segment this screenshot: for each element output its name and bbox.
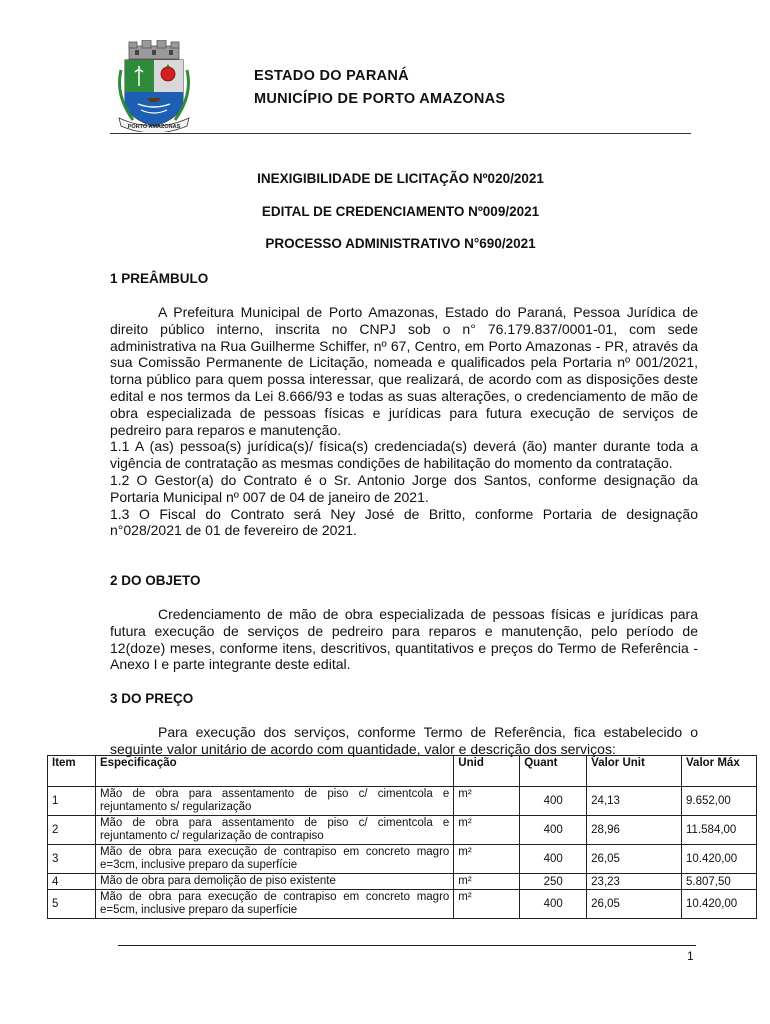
col-header-item: Item [48,756,96,787]
cell-unid: m² [454,890,520,919]
section-heading-preco: 3 DO PREÇO [110,691,194,706]
col-header-quant: Quant [520,756,587,787]
cell-valor-unit: 23,23 [587,874,682,890]
municipality-name: MUNICÍPIO DE PORTO AMAZONAS [254,91,506,107]
municipal-crest-logo [113,40,195,132]
shield-icon [125,60,183,126]
cell-item: 3 [48,845,96,874]
cell-item: 1 [48,787,96,816]
table-row [48,874,757,890]
cell-valor-unit: 28,96 [587,816,682,845]
crest-banner-text: PORTO AMAZONAS [127,124,181,130]
cell-unid: m² [454,816,520,845]
table-row [48,890,757,919]
table-header-row [48,756,757,787]
cell-especificacao: Mão de obra para execução de contrapiso em concreto magro e=5cm, inclusive preparo da superfície [95,890,453,919]
cell-especificacao: Mão de obra para demolição de piso existente [95,874,453,890]
preambulo-item-1-3: 1.3 O Fiscal do Contrato será Ney José de Britto, conforme Portaria de designação n°028/2021 de 01 de fevereiro de 2021. [110,505,698,539]
cell-valor-max: 9.652,00 [682,787,757,816]
cell-quant: 250 [520,874,587,890]
cell-item: 5 [48,890,96,919]
col-header-valor-max: Valor Máx [682,756,757,787]
cell-valor-max: 10.420,00 [682,890,757,919]
cell-item: 2 [48,816,96,845]
cell-especificacao: Mão de obra para assentamento de piso c/ cimentcola e rejuntamento s/ regularização [95,787,453,816]
cell-unid: m² [454,874,520,890]
state-name: ESTADO DO PARANÁ [254,68,409,84]
page-number: 1 [687,949,694,963]
doc-title-inexigibilidade: INEXIGIBILIDADE DE LICITAÇÃO Nº020/2021 [257,171,544,186]
cell-unid: m² [454,845,520,874]
col-header-unid: Unid [454,756,520,787]
cell-valor-unit: 26,05 [587,845,682,874]
cell-quant: 400 [520,787,587,816]
cell-especificacao: Mão de obra para execução de contrapiso em concreto magro e=3cm, inclusive preparo da superfície [95,845,453,874]
header-divider [110,133,691,134]
cell-valor-unit: 26,05 [587,890,682,919]
preambulo-item-1-1: 1.1 A (as) pessoa(s) jurídica(s)/ física(s) credenciada(s) deverá (ão) manter durante toda a vigência de contratação as mesmas condições de habilitação do momento da contratação. [110,438,698,472]
cell-valor-max: 11.584,00 [682,816,757,845]
cell-especificacao: Mão de obra para assentamento de piso c/ cimentcola e rejuntamento c/ regularização de contrapiso [95,816,453,845]
preambulo-item-1-2: 1.2 O Gestor(a) do Contrato é o Sr. Antonio Jorge dos Santos, conforme designação da Portaria Municipal nº 007 de 04 de janeiro de 2021. [110,471,698,505]
col-header-valor-unit: Valor Unit [587,756,682,787]
cell-valor-unit: 24,13 [587,787,682,816]
preco-text: Para execução dos serviços, conforme Termo de Referência, fica estabelecido o seguinte valor unitário de acordo com quantidade, valor e descrição dos serviços: [110,724,698,757]
preambulo-intro: A Prefeitura Municipal de Porto Amazonas, Estado do Paraná, Pessoa Jurídica de direito público interno, inscrita no CNPJ sob o n° 76.179.837/0001-01, com sede administrativa na Rua Guilherme Schiffer, nº 67, Centro, em Porto Amazonas - PR, através da sua Comissão Permanente de Licitação, nomeada e qualificados pela Portaria nº 001/2021, torna público para quem possa interessar, que realizará, de acordo com as disposições deste edital e nos termos da Lei 8.666/93 e todas as suas alterações, o credenciamento de mão de obra especializada de pessoas físicas e jurídicas para futura execução de serviços de pedreiro para reparos e manutenção. [110,304,698,438]
cell-unid: m² [454,787,520,816]
objeto-text: Credenciamento de mão de obra especializada de pessoas físicas e jurídicas para futura execução de serviços de pedreiro para reparos e manutenção, pelo período de 12(doze) meses, conforme itens, descritivos, quantitativos e preços do Termo de Referência - Anexo I e parte integrante deste edital. [110,606,698,673]
cell-quant: 400 [520,845,587,874]
cell-valor-max: 10.420,00 [682,845,757,874]
doc-title-edital: EDITAL DE CREDENCIAMENTO Nº009/2021 [261,204,540,219]
table-row [48,845,757,874]
price-table [47,755,757,919]
doc-title-processo: PROCESSO ADMINISTRATIVO N°690/2021 [265,236,536,251]
table-row [48,816,757,845]
preambulo-body [110,304,698,539]
crown-icon [129,40,179,59]
section-heading-objeto: 2 DO OBJETO [110,573,201,588]
cell-item: 4 [48,874,96,890]
table-row [48,787,757,816]
cell-valor-max: 5.807,50 [682,874,757,890]
footer-divider [118,945,696,946]
cell-quant: 400 [520,890,587,919]
col-header-especificacao: Especificação [95,756,453,787]
cell-quant: 400 [520,816,587,845]
section-heading-preambulo: 1 PREÂMBULO [110,271,209,286]
